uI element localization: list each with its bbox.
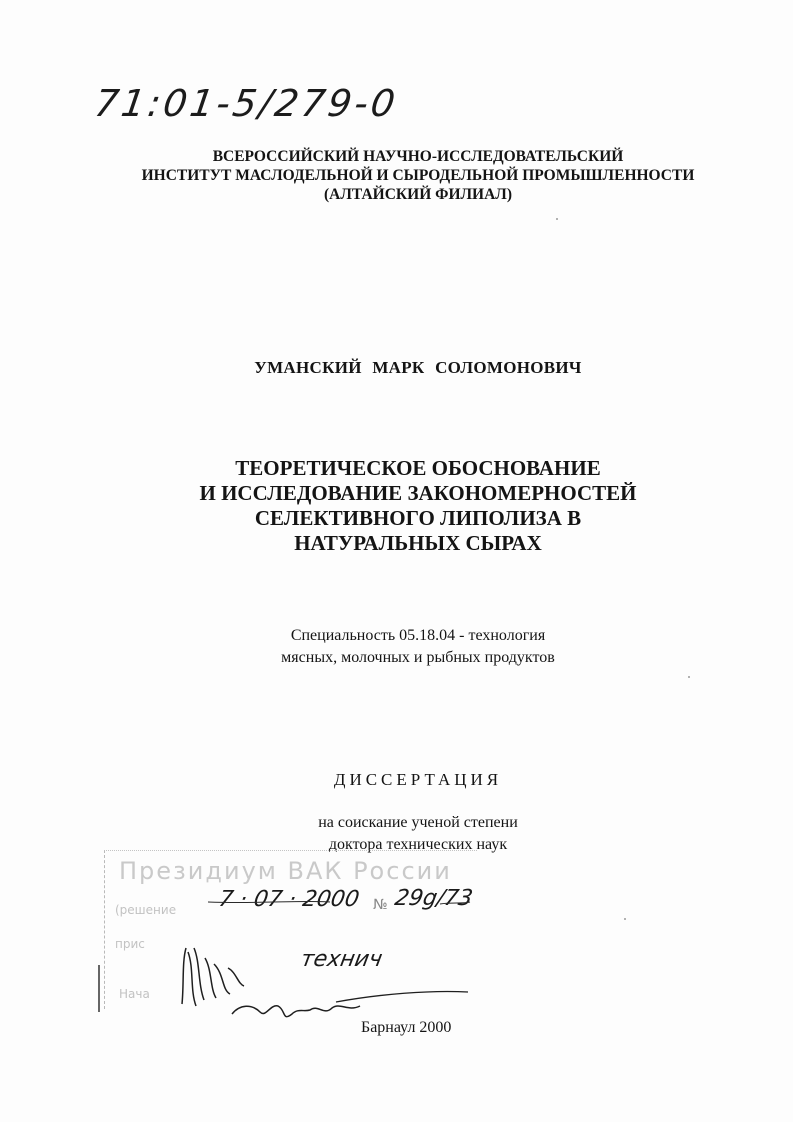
institution-line-2: ИНСТИТУТ МАСЛОДЕЛЬНОЙ И СЫРОДЕЛЬНОЙ ПРОМЫШЛЕННОСТИ (141, 167, 695, 184)
title-line-2: И ИССЛЕДОВАНИЕ ЗАКОНОМЕРНОСТЕЙ (199, 481, 637, 505)
degree-line-1: на соискание ученой степени (318, 814, 518, 831)
dissertation-title (0, 456, 793, 556)
specialty-block (0, 625, 793, 669)
stamp-number-handwritten: 29g/73 (392, 886, 475, 911)
degree-line-2: доктора технических наук (328, 836, 508, 853)
stamp-title: Президиум ВАК России (119, 857, 452, 885)
city-year: Барнаул 2000 (361, 1019, 452, 1036)
title-line-3: СЕЛЕКТИВНОГО ЛИПОЛИЗА В (254, 506, 582, 530)
stamp-prefix-1: (решение (115, 903, 177, 917)
title-line-4: НАТУРАЛЬНЫХ СЫРАХ (294, 531, 542, 555)
stamp-prefix-3: Нача (119, 987, 150, 1001)
specialty-line-2: мясных, молочных и рыбных продуктов (281, 649, 555, 666)
archive-code-handwritten: 71:01-5/279-0 (91, 82, 401, 125)
scan-speck (624, 918, 626, 920)
institution-line-1: ВСЕРОССИЙСКИЙ НАУЧНО-ИССЛЕДОВАТЕЛЬСКИЙ (212, 148, 624, 165)
title-line-1: ТЕОРЕТИЧЕСКОЕ ОБОСНОВАНИЕ (235, 456, 601, 480)
stamp-field-handwritten: технич (298, 947, 385, 972)
scan-speck (688, 676, 690, 678)
stamp-date-handwritten: 7 · 07 · 2000 (216, 887, 362, 912)
institution-line-3: (АЛТАЙСКИЙ ФИЛИАЛ) (323, 186, 513, 203)
specialty-line-1: Специальность 05.18.04 - технология (290, 627, 546, 644)
author-name: УМАНСКИЙ МАРК СОЛОМОНОВИЧ (254, 358, 582, 377)
scan-speck (556, 218, 558, 220)
institution-block (0, 147, 793, 204)
document-type: ДИССЕРТАЦИЯ (333, 770, 503, 789)
stamp-prefix-2: прис (115, 937, 145, 951)
vak-stamp (104, 850, 477, 1009)
stamp-number-prefix: № (373, 897, 388, 913)
